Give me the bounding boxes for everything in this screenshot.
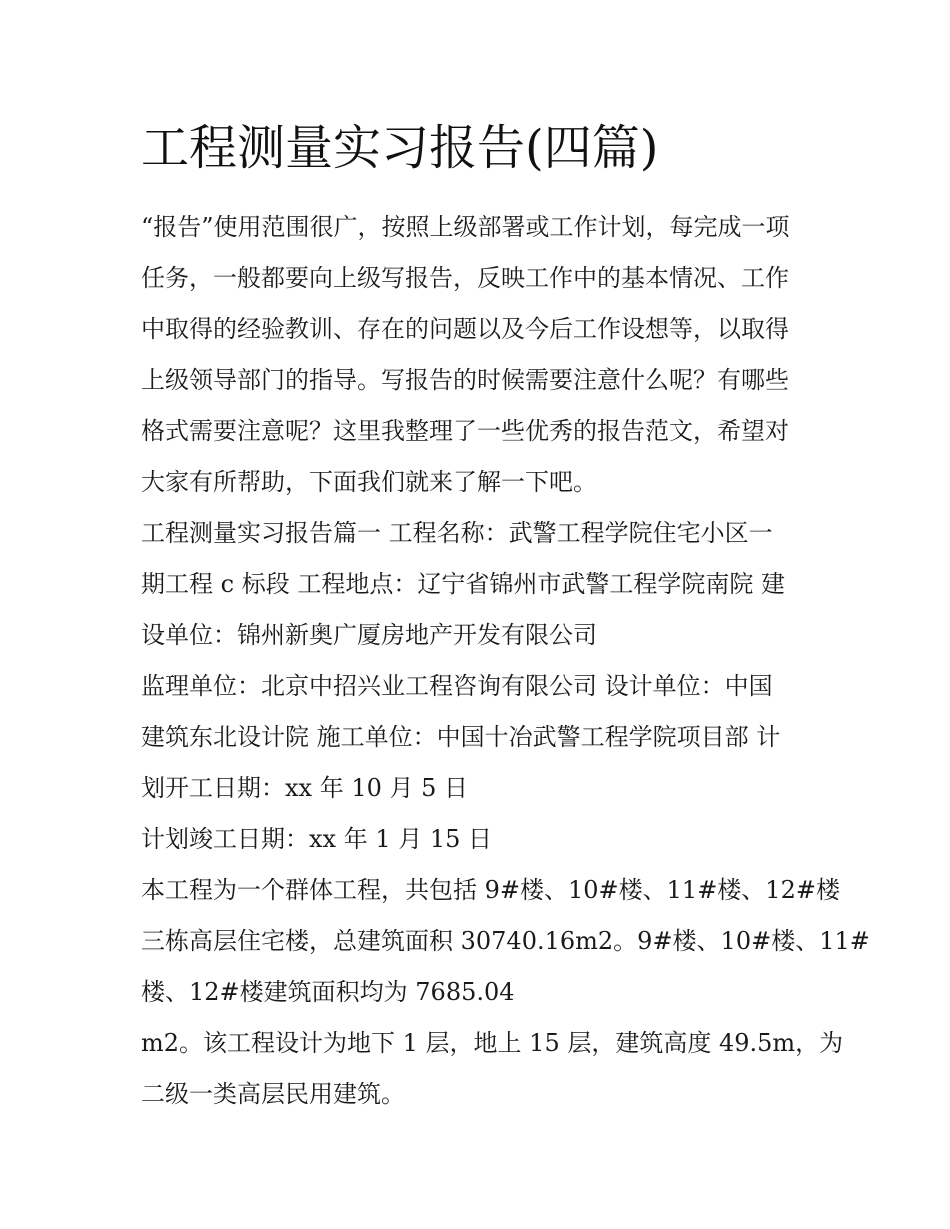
text-line: 二级一类高层民用建筑。: [141, 1080, 405, 1108]
text-line: 设单位：锦州新奥广厦房地产开发有限公司: [141, 621, 597, 649]
text-line: 楼、12#楼建筑面积均为 7685.04: [141, 978, 515, 1006]
document-title: 工程测量实习报告(四篇): [141, 120, 659, 176]
text-line: 期工程 c 标段 工程地点：辽宁省锦州市武警工程学院南院 建: [141, 570, 785, 598]
document-body: [141, 202, 870, 1120]
text-line: 计划竣工日期：xx 年 1 月 15 日: [141, 825, 493, 853]
text-line: 建筑东北设计院 施工单位：中国十冶武警工程学院项目部 计: [141, 723, 781, 751]
text-line: “报告”使用范围很广，按照上级部署或工作计划，每完成一项: [141, 213, 790, 241]
text-line: 工程测量实习报告篇一 工程名称：武警工程学院住宅小区一: [141, 519, 773, 547]
text-line: 监理单位：北京中招兴业工程咨询有限公司 设计单位：中国: [141, 672, 773, 700]
text-line: 中取得的经验教训、存在的问题以及今后工作设想等，以取得: [141, 315, 789, 343]
text-line: 大家有所帮助，下面我们就来了解一下吧。: [141, 468, 597, 496]
text-line: 上级领导部门的指导。写报告的时候需要注意什么呢？有哪些: [141, 366, 789, 394]
text-line: 任务，一般都要向上级写报告，反映工作中的基本情况、工作: [141, 264, 789, 292]
text-line: 本工程为一个群体工程，共包括 9#楼、10#楼、11#楼、12#楼: [141, 876, 840, 904]
text-line: 三栋高层住宅楼，总建筑面积 30740.16m2。9#楼、10#楼、11#: [141, 927, 870, 955]
text-line: m2。该工程设计为地下 1 层，地上 15 层，建筑高度 49.5m，为: [141, 1029, 844, 1057]
text-line: 划开工日期：xx 年 10 月 5 日: [141, 774, 469, 802]
text-line: 格式需要注意呢？这里我整理了一些优秀的报告范文，希望对: [141, 417, 789, 445]
